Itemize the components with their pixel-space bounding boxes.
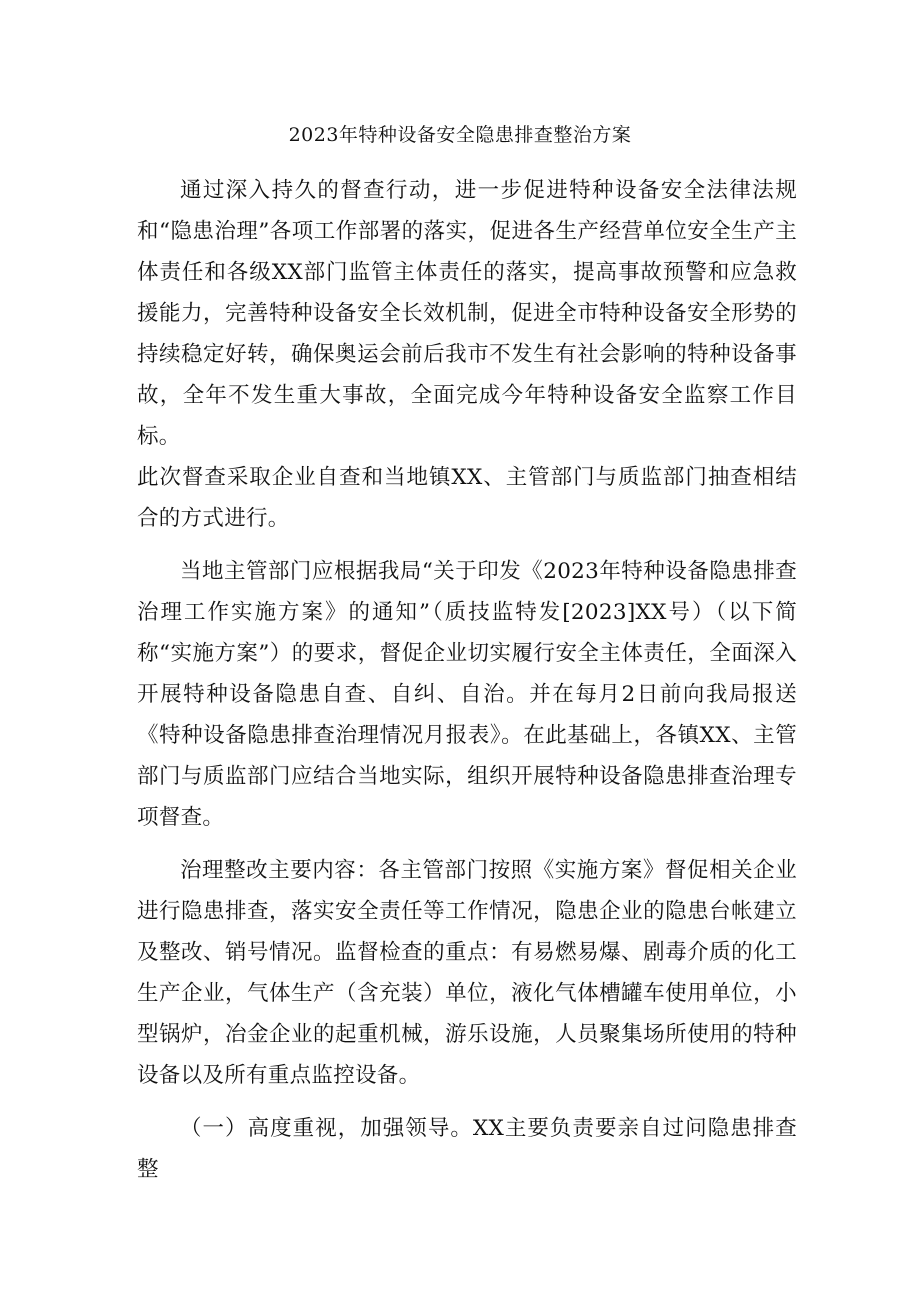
document-title: 2023年特种设备安全隐患排查整治方案 xyxy=(288,124,632,146)
paragraph-method: 此次督查采取企业自查和当地镇XX、主管部门与质监部门抽查相结合的方式进行。 xyxy=(137,465,797,531)
paragraph-requirements: 当地主管部门应根据我局“关于印发《2023年特种设备隐患排查治理工作实施方案》的通知”（质技监特发[2023]XX号）（以下简称“实施方案”）的要求，督促企业切实履行安全主体责任，全面深入开展特种设备隐患自查、自纠、自治。并在每月2日前向我局报送《特种设备隐患排查治理情况月报表》。在此基础上，各镇XX、主管部门与质监部门应结合当地实际，组织开展特种设备隐患排查治理专项督查。 xyxy=(137,559,797,830)
paragraph-content: 治理整改主要内容：各主管部门按照《实施方案》督促相关企业进行隐患排查，落实安全责任等工作情况，隐患企业的隐患台帐建立及整改、销号情况。监督检查的重点：有易燃易爆、剧毒介质的化工生产企业，气体生产（含充装）单位，液化气体槽罐车使用单位，小型锅炉，冶金企业的起重机械，游乐设施，人员聚集场所使用的特种设备以及所有重点监控设备。 xyxy=(137,858,797,1088)
document-body xyxy=(137,170,797,1190)
paragraph-section-one: （一）高度重视，加强领导。XX主要负责要亲自过问隐患排查整 xyxy=(137,1116,797,1182)
paragraph-purpose: 通过深入持久的督查行动，进一步促进特种设备安全法律法规和“隐患治理”各项工作部署的落实，促进各生产经营单位安全生产主体责任和各级XX部门监管主体责任的落实，提高事故预警和应急救援能力，完善特种设备安全长效机制，促进全市特种设备安全形势的持续稳定好转，确保奥运会前后我市不发生有社会影响的特种设备事故，全年不发生重大事故，全面完成今年特种设备安全监察工作目标。 xyxy=(137,178,797,449)
